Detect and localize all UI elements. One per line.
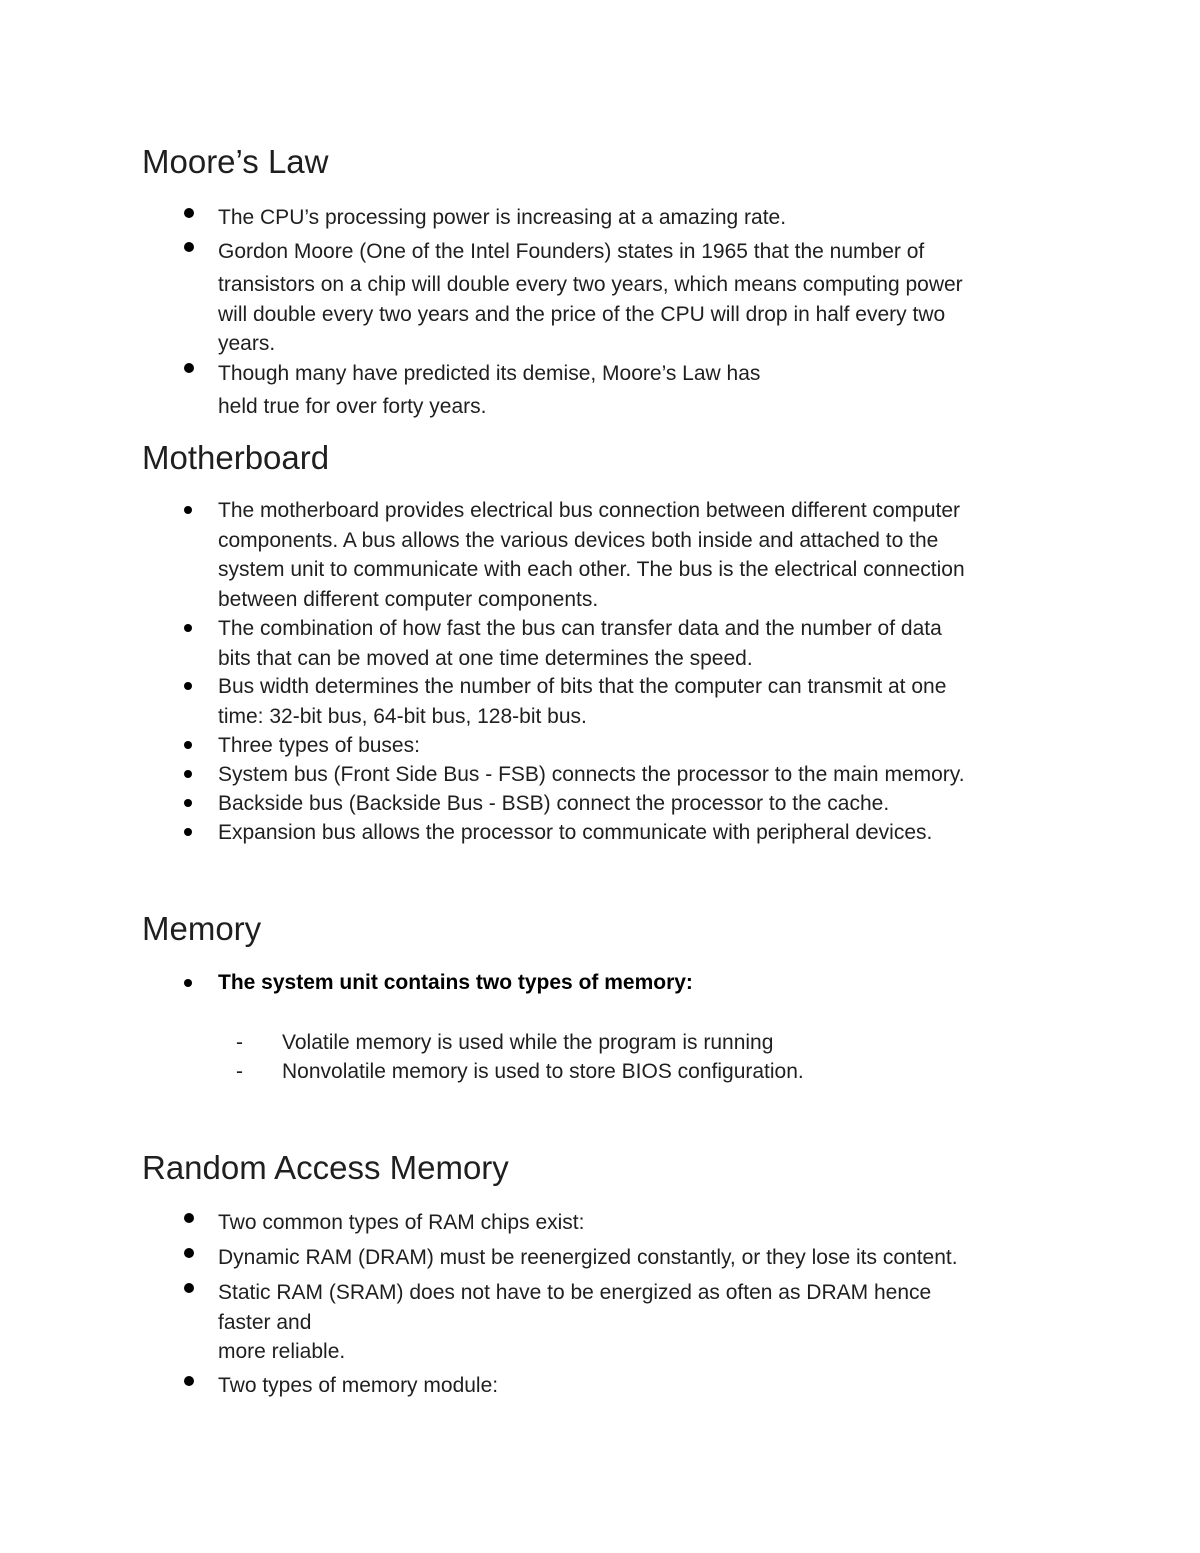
list-item-line: Static RAM (SRAM) does not have to be energized as often as DRAM hence (218, 1281, 932, 1304)
section-heading-motherboard: Motherboard (142, 439, 330, 476)
bullet-icon (184, 799, 192, 807)
list-item-line: between different computer components. (218, 587, 599, 611)
list-item (218, 672, 1078, 731)
list-item-line: transistors on a chip will double every two years, which means computing power (218, 273, 963, 296)
bullet-icon (184, 624, 192, 632)
list-item-line: Two types of memory module: (218, 1374, 499, 1397)
bullet-icon (184, 506, 192, 514)
list-item-line: System bus (Front Side Bus - FSB) connects the processor to the main memory. (218, 763, 965, 786)
bullet-icon (184, 208, 194, 218)
list-item (218, 968, 1078, 998)
list-item-line: Three types of buses: (218, 734, 420, 757)
bullet-icon (184, 741, 192, 749)
list-item-line: The combination of how fast the bus can transfer data and the number of data (218, 617, 942, 640)
bullet-icon (184, 770, 192, 778)
dash-marker: - (236, 1060, 243, 1083)
list-item-line: The CPU’s processing power is increasing at a amazing rate. (218, 206, 787, 229)
list-item (218, 1243, 1078, 1273)
list-item-line: Though many have predicted its demise, Moore’s Law has (218, 362, 761, 385)
list-item (218, 760, 1078, 790)
list-item-line: held true for over forty years. (218, 395, 487, 418)
list-item-line: years. (218, 332, 276, 355)
bullet-icon (184, 979, 192, 987)
list-item-line: Bus width determines the number of bits that the computer can transmit at one (218, 675, 947, 698)
list-item-line: Gordon Moore (One of the Intel Founders) states in 1965 that the number of (218, 240, 925, 263)
list-item-line: time: 32-bit bus, 64-bit bus, 128-bit bus. (218, 704, 587, 728)
list-item-line: The system unit contains two types of memory: (218, 971, 693, 994)
bullet-icon (184, 1248, 194, 1258)
list-item (218, 1278, 1078, 1367)
sub-list-item: Volatile memory is used while the program is running (282, 1031, 774, 1054)
bullet-icon (184, 682, 192, 690)
section-heading-memory: Memory (142, 910, 262, 947)
list-item-line: The motherboard provides electrical bus connection between different computer (218, 499, 961, 522)
list-item (218, 203, 1078, 233)
list-item-line: components. A bus allows the various devices both inside and attached to the (218, 528, 939, 552)
list-item (218, 731, 1078, 761)
section-heading-moores-law: Moore’s Law (142, 143, 329, 180)
list-item-line: more reliable. (218, 1340, 346, 1363)
bullet-icon (184, 363, 194, 373)
list-item (218, 818, 1078, 848)
list-item-line: Dynamic RAM (DRAM) must be reenergized constantly, or they lose its content. (218, 1246, 958, 1269)
list-item-line: Backside bus (Backside Bus - BSB) connect the processor to the cache. (218, 792, 890, 815)
list-item-line: will double every two years and the price of the CPU will drop in half every two (218, 302, 946, 326)
list-item-line: system unit to communicate with each other. The bus is the electrical connection (218, 558, 965, 581)
list-item-line: Expansion bus allows the processor to communicate with peripheral devices. (218, 821, 933, 844)
list-item (218, 789, 1078, 819)
list-item (218, 496, 1078, 614)
list-item-line: bits that can be moved at one time determines the speed. (218, 646, 753, 670)
bullet-icon (184, 828, 192, 836)
bullet-icon (184, 1283, 194, 1293)
bullet-icon (184, 1213, 194, 1223)
list-item (218, 614, 1078, 673)
sub-list-item: Nonvolatile memory is used to store BIOS configuration. (282, 1060, 804, 1083)
list-item (218, 1208, 1078, 1238)
dash-marker: - (236, 1031, 243, 1054)
section-heading-ram: Random Access Memory (142, 1149, 509, 1186)
list-item (218, 359, 1078, 422)
bullet-icon (184, 1376, 194, 1386)
list-item (218, 237, 1078, 359)
list-item-line: Two common types of RAM chips exist: (218, 1211, 585, 1234)
list-item (218, 1371, 1078, 1401)
list-item-line: faster and (218, 1310, 312, 1334)
bullet-icon (184, 242, 194, 252)
